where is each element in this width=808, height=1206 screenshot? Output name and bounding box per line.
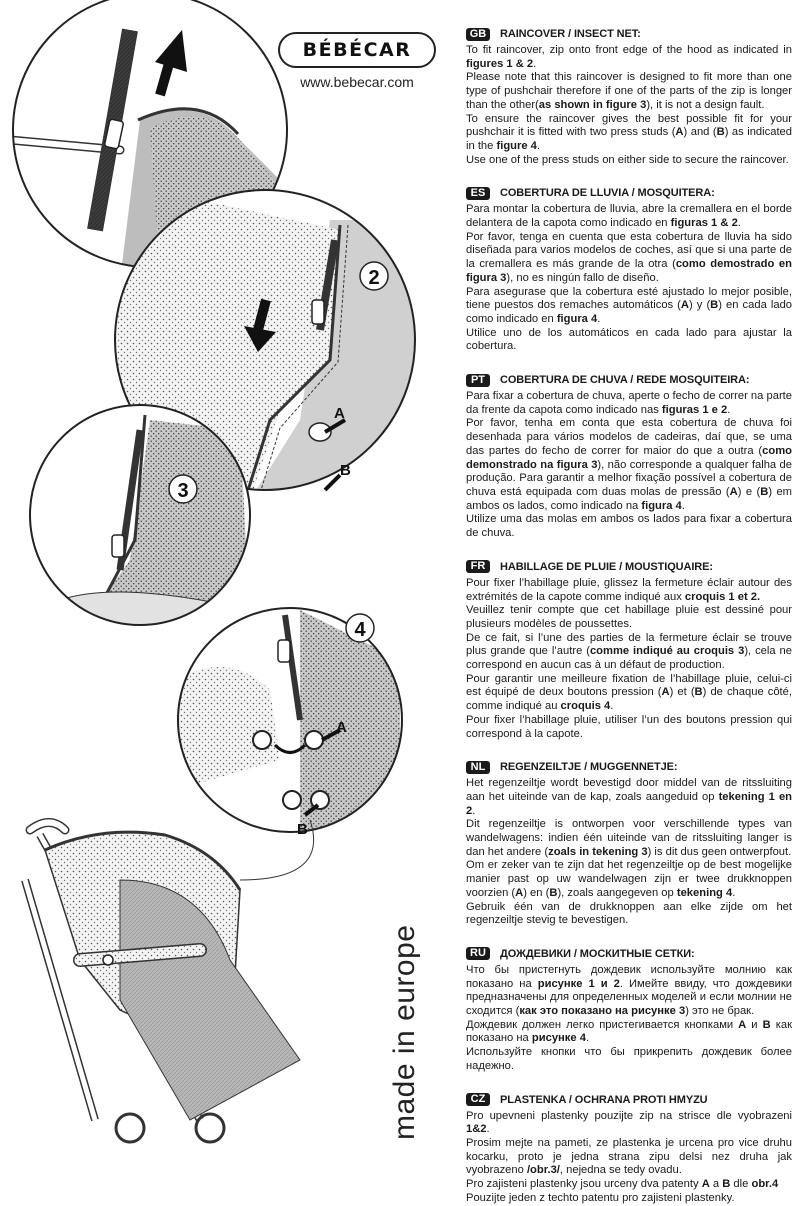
figure-2-label-b: B	[340, 462, 351, 479]
bold-reference: A	[675, 126, 684, 139]
paragraph: De ce fait, si l’une des parties de la fermeture éclair se trouve plus grande que l’autre (comme indiqué au croquis 3), cela ne correspond en aucun cas à un défaut de production.	[466, 631, 792, 672]
paragraph: Pour garantir une meilleure fixation de l’habillage pluie, celui-ci est équipé de deux boutons pression (A) et (B) de chaque côté, comme indiqué au croquis 4.	[466, 672, 792, 713]
language-tag-fr: FR	[466, 560, 490, 573]
paragraph: Por favor, tenga en cuenta que esta cobertura de lluvia ha sido diseñada para varios modelos de coches, así que si una parte de la cremallera es más grande de la otra (como demostrado en figura 3), no es ningún fallo de diseño.	[466, 230, 792, 284]
section-title-cz: PLASTENKA / OCHRANA PROTI HMYZU	[500, 1093, 708, 1106]
bold-reference: /obr.3/	[526, 1164, 560, 1177]
bold-reference: croquis 4	[560, 700, 611, 713]
paragraph: Utilice uno de los automáticos en cada lado para ajustar la cobertura.	[466, 326, 792, 353]
bold-reference: B	[710, 299, 719, 312]
paragraph: Para fixar a cobertura de chuva, aperte o fecho de correr na parte da frente da capota como indicado nas figuras 1 e 2.	[466, 390, 792, 416]
bold-reference: A	[729, 485, 738, 498]
section-body-cz	[466, 1110, 792, 1206]
section-es	[466, 185, 792, 354]
bold-reference: A	[515, 886, 524, 899]
paragraph: Het regenzeiltje wordt bevestigd door middel van de ritssluiting aan het uiteinde van de kap, zoals aangeduid op tekening 1 en 2.	[466, 777, 792, 817]
bold-reference: 1&2	[466, 1123, 487, 1136]
bold-reference: рисунке 4	[531, 1032, 586, 1045]
section-body-nl	[466, 777, 792, 928]
section-header	[466, 185, 792, 201]
bold-reference: figura 4	[641, 499, 682, 512]
figure-2-label-a: A	[334, 405, 345, 422]
figure-3-number: 3	[177, 480, 189, 502]
section-nl	[466, 759, 792, 928]
made-in-europe-label: made in europe	[388, 924, 421, 1140]
section-title-fr: HABILLAGE DE PLUIE / MOUSTIQUAIRE:	[500, 560, 713, 573]
paragraph: Om er zeker van te zijn dat het regenzeiltje op de best mogelijke manier past op uw wandelwagen zijn er twee drukknoppen voorzien (A) en (B), zoals aangegeven op tekening 4.	[466, 859, 792, 899]
bold-reference: croquis 1 et 2.	[684, 590, 761, 603]
bold-reference: figuras 1 & 2	[670, 217, 738, 230]
bold-reference: B	[760, 485, 769, 498]
section-body-pt	[466, 390, 792, 541]
bold-reference: figuras 1 e 2	[661, 403, 728, 416]
section-body-es	[466, 203, 792, 354]
paragraph: Что бы пристегнуть дождевик используйте молнию как показано на рисунке 1 и 2. Имейте ввиду, что дождевики предназначены для определенных моделей и если молнии не сходится (как это показано на рисунке 3) это не брак.	[466, 963, 793, 1018]
paragraph: Utilize uma das molas em ambos os lados para fixar a cobertura de chuva.	[466, 513, 792, 540]
bold-reference: figures 1 & 2	[466, 57, 534, 70]
section-header	[466, 372, 792, 388]
language-tag-es: ES	[466, 187, 490, 200]
section-cz	[466, 1092, 792, 1206]
section-body-ru	[466, 964, 792, 1074]
bold-reference: tekening 1 en 2	[466, 790, 792, 817]
figure-4-number: 4	[354, 619, 366, 641]
paragraph: Para asegurase que la cobertura esté ajustado lo mejor posible, tiene puestos dos remaches automáticos (A) y (B) en cada lado como indicado en figura 4.	[466, 285, 793, 325]
paragraph: Veuillez tenir compte que cet habillage pluie est dessiné pour plusieurs modèles de poussettes.	[466, 604, 792, 630]
instructions-column	[466, 26, 792, 1206]
bold-reference: A	[680, 299, 690, 312]
section-ru	[466, 946, 792, 1074]
bold-reference: figura 4	[556, 312, 598, 325]
section-header	[466, 1092, 792, 1108]
paragraph: Please note that this raincover is designed to fit more than one type of pushchair therefore if one of the parts of the zip is longer than the other(as shown in figure 3), it is not a design fault.	[466, 71, 792, 111]
paragraph: Dit regenzeiltje is ontworpen voor verschillende types van wandelwagens: indien één uiteinde van de ritssluiting langer is dan het andere (zoals in tekening 3) is dit dus geen ontwerpfout.	[466, 818, 792, 858]
bold-reference: como demostrado en figura 3	[466, 258, 792, 284]
paragraph: Pour fixer l’habillage pluie, glissez la fermeture éclair autour des extrémités de la capote comme indiqué aux croquis 1 et 2.	[466, 576, 792, 603]
paragraph: Gebruik één van de drukknoppen aan elke zijde om het regenzeiltje stevig te bevestigen.	[466, 900, 792, 927]
section-title-es: COBERTURA DE LLUVIA / MOSQUITERA:	[500, 187, 715, 200]
section-body-gb	[466, 44, 792, 167]
section-header	[466, 26, 792, 42]
section-pt	[466, 372, 792, 541]
bold-reference: figure 4	[496, 139, 537, 152]
paragraph: Use one of the press studs on either side to secure the raincover.	[466, 153, 789, 166]
paragraph: Дождевик должен легко пристегивается кнопками А и В как показано на рисунке 4.	[466, 1018, 792, 1045]
language-tag-gb: GB	[466, 28, 490, 41]
section-gb	[466, 26, 792, 167]
paragraph: Para montar la cobertura de lluvia, abre la cremallera en el borde delantera de la capota como indicado en figuras 1 & 2.	[466, 203, 792, 230]
bold-reference: tekening 4	[676, 886, 733, 899]
bold-reference: B	[694, 686, 703, 699]
language-tag-ru: RU	[466, 947, 490, 960]
section-title-gb: RAINCOVER / INSECT NET:	[500, 28, 641, 40]
bold-reference: рисунке 1 и 2	[537, 977, 620, 990]
paragraph: Prosim mejte na pameti, ze plastenka je urcena pro vice druhu kocarku, proto je jedna strana zipu delsi nez druha jak vyobrazeno /obr.3/, nejedna se tedy ovadu.	[466, 1137, 792, 1177]
section-header	[466, 759, 792, 775]
figure-4	[170, 600, 410, 840]
language-tag-nl: NL	[466, 761, 490, 774]
language-tag-cz: CZ	[466, 1093, 490, 1106]
paragraph: Pro zajisteni plastenky jsou urceny dva patenty A a B dle obr.4	[466, 1178, 779, 1191]
section-title-pt: COBERTURA DE CHUVA / REDE MOSQUITEIRA:	[500, 374, 750, 387]
bebecar-logo	[278, 32, 436, 68]
section-body-fr	[466, 577, 792, 741]
bold-reference: A	[661, 686, 670, 699]
figure-2-number: 2	[368, 267, 380, 289]
logo-text: BÉBÉCAR	[302, 39, 412, 61]
bold-reference: B	[716, 126, 725, 139]
bold-reference: B	[722, 1178, 731, 1191]
section-title-nl: REGENZEILTJE / MUGGENNETJE:	[500, 761, 678, 774]
bold-reference: zoals in tekening 3	[548, 845, 648, 858]
bold-reference: B	[549, 886, 558, 899]
website-url: www.bebecar.com	[300, 74, 414, 90]
paragraph: To fit raincover, zip onto front edge of the hood as indicated in figures 1 & 2.	[466, 44, 792, 70]
paragraph: Используйте кнопки что бы прикрепить дождевик более надежно.	[466, 1046, 792, 1072]
paragraph: Por favor, tenha em conta que esta cobertura de chuva foi desenhada para vários modelos de cadeiras, daí que, se uma das partes do fecho de correr for maior do que a outra (como demonstrado na figura 3), não corresponde a qualquer falha de produção. Para garantir a melhor fixação possível a cobertura de chuva está equipada com duas molas de pressão (A) e (B) em ambos os lados, como indicado na figura 4.	[466, 417, 792, 512]
bold-reference: comme indiqué au croquis 3	[589, 645, 745, 658]
bold-reference: como demonstrado na figura 3	[466, 444, 792, 471]
paragraph: Pouzijte jeden z techto patentu pro zajisteni plastenky.	[466, 1191, 735, 1204]
figure-4-label-a: A	[336, 719, 347, 736]
bold-reference: as shown in figure 3	[538, 98, 647, 111]
pushchair-illustration	[25, 820, 314, 1142]
bold-reference: А	[738, 1018, 747, 1031]
bold-reference: A	[701, 1178, 710, 1191]
bold-reference: как это показано на рисунке 3	[519, 1005, 686, 1018]
figure-4-label-b: B	[297, 821, 308, 838]
section-fr	[466, 559, 792, 741]
paragraph: Pro upevneni plastenky pouzijte zip na strisce dle vyobrazeni 1&2.	[466, 1109, 792, 1136]
paragraph: To ensure the raincover gives the best possible fit for your pushchair it is fitted with two press studs (A) and (B) as indicated in the figure 4.	[466, 112, 792, 152]
section-header	[466, 559, 792, 575]
bold-reference: В	[762, 1018, 771, 1031]
section-title-ru: ДОЖДЕВИКИ / МОСКИТНЫЕ СЕТКИ:	[500, 947, 695, 960]
language-tag-pt: PT	[466, 374, 490, 387]
section-header	[466, 946, 792, 962]
paragraph: Pour fixer l’habillage pluie, utiliser l’un des boutons pression qui correspond à la capote.	[466, 713, 792, 740]
bold-reference: obr.4	[751, 1178, 779, 1191]
